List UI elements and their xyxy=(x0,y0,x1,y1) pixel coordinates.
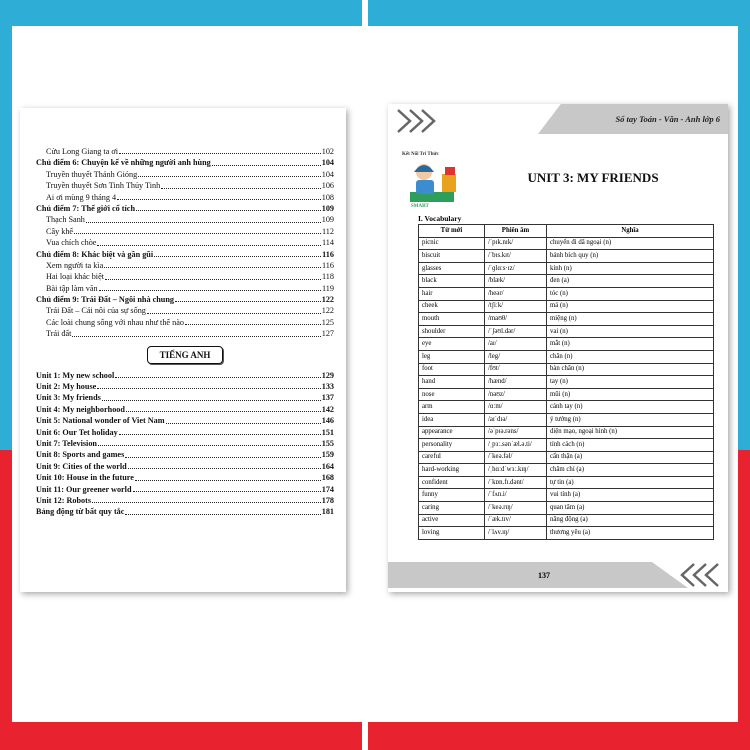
meaning-cell: cẩn thận (a) xyxy=(547,451,714,464)
toc-leader-dots xyxy=(125,457,320,458)
table-row xyxy=(419,237,714,250)
toc-entry-page: 116 xyxy=(322,249,334,259)
toc-leader-dots xyxy=(138,176,321,177)
word-cell: black xyxy=(419,275,485,288)
meaning-cell: đen (a) xyxy=(547,275,714,288)
toc-entry-title: Các loài chung sống với nhau như thế nào xyxy=(46,317,184,327)
toc-entry-title: Cửu Long Giang ta ơi xyxy=(46,146,118,156)
toc-entry xyxy=(36,438,334,449)
toc-list xyxy=(36,146,334,518)
right-page-vocabulary xyxy=(388,104,728,592)
toc-entry-page: 104 xyxy=(321,158,334,168)
toc-entry xyxy=(36,192,334,203)
toc-entry-title: Thạch Sanh xyxy=(46,215,85,225)
table-row xyxy=(419,325,714,338)
toc-entry xyxy=(36,249,334,260)
toc-leader-dots xyxy=(126,411,321,412)
word-cell: funny xyxy=(419,489,485,502)
toc-entry-page: 137 xyxy=(321,393,334,403)
toc-entry xyxy=(36,294,334,305)
toc-leader-dots xyxy=(105,279,321,280)
toc-leader-dots xyxy=(125,514,320,515)
svg-text:SMART: SMART xyxy=(411,204,429,208)
toc-entry xyxy=(36,415,334,426)
toc-entry-page: 164 xyxy=(321,461,334,471)
toc-entry-title: Ai ơi mùng 9 tháng 4 xyxy=(46,192,117,202)
toc-entry-title: Bảng động từ bất quy tắc xyxy=(36,507,125,517)
toc-entry-page: 118 xyxy=(322,272,334,282)
word-cell: arm xyxy=(419,401,485,414)
phonetic-cell: /heər/ xyxy=(485,287,547,300)
word-cell: picnic xyxy=(419,237,485,250)
meaning-cell: mũi (n) xyxy=(547,388,714,401)
word-cell: cheek xyxy=(419,300,485,313)
toc-entry-title: Unit 6: Our Tet holiday xyxy=(36,427,118,437)
toc-entry-title: Chủ điểm 9: Trái Đất – Ngôi nhà chung xyxy=(36,295,174,305)
word-cell: mouth xyxy=(419,313,485,326)
meaning-cell: chuyến đi dã ngoại (n) xyxy=(547,237,714,250)
toc-entry-page: 116 xyxy=(322,260,334,270)
toc-entry xyxy=(36,260,334,271)
toc-entry-page: 106 xyxy=(321,181,334,191)
phonetic-cell: /ɑːm/ xyxy=(485,401,547,414)
table-row xyxy=(419,514,714,527)
table-row xyxy=(419,300,714,313)
toc-leader-dots xyxy=(99,290,321,291)
toc-entry xyxy=(36,146,334,157)
toc-entry-title: Unit 10: House in the future xyxy=(36,473,134,483)
word-cell: hand xyxy=(419,376,485,389)
toc-entry xyxy=(36,449,334,460)
meaning-cell: chăm chỉ (a) xyxy=(547,464,714,477)
meaning-cell: vai (n) xyxy=(547,325,714,338)
meaning-cell: quan tâm (a) xyxy=(547,502,714,515)
phonetic-cell: /hænd/ xyxy=(485,376,547,389)
word-cell: active xyxy=(419,514,485,527)
word-cell: glasses xyxy=(419,262,485,275)
toc-entry xyxy=(36,305,334,316)
chevrons-right-icon xyxy=(396,108,444,134)
toc-leader-dots xyxy=(86,222,321,223)
meaning-cell: thương yêu (a) xyxy=(547,527,714,540)
meaning-cell: tính cách (n) xyxy=(547,439,714,452)
toc-entry xyxy=(36,328,334,339)
left-page-toc xyxy=(20,108,346,592)
toc-entry xyxy=(36,203,334,214)
table-row xyxy=(419,388,714,401)
word-cell: hard-working xyxy=(419,464,485,477)
phonetic-cell: /ˈkeə.rɪŋ/ xyxy=(485,502,547,515)
toc-leader-dots xyxy=(119,434,321,435)
toc-leader-dots xyxy=(119,153,321,154)
meaning-cell: ý tưởng (n) xyxy=(547,413,714,426)
unit-title: UNIT 3: MY FRIENDS xyxy=(527,170,659,185)
phonetic-cell: /aɪ/ xyxy=(485,338,547,351)
phonetic-cell: /ˈʃəʊl.dər/ xyxy=(485,325,547,338)
word-cell: nose xyxy=(419,388,485,401)
publisher-logo xyxy=(402,152,462,208)
word-cell: personality xyxy=(419,439,485,452)
toc-entry xyxy=(36,283,334,294)
table-row xyxy=(419,464,714,477)
word-cell: idea xyxy=(419,413,485,426)
toc-entry-title: Unit 7: Television xyxy=(36,438,97,448)
toc-entry-page: 129 xyxy=(321,370,334,380)
toc-entry-title: Truyền thuyết Sơn Tinh Thủy Tinh xyxy=(46,181,161,191)
toc-leader-dots xyxy=(136,210,321,211)
toc-entry xyxy=(36,169,334,180)
toc-entry-page: 109 xyxy=(321,215,334,225)
table-row xyxy=(419,502,714,515)
toc-entry-title: Unit 8: Sports and games xyxy=(36,450,125,460)
toc-entry xyxy=(36,461,334,472)
book-series-title: Sổ tay Toán - Văn - Anh lớp 6 xyxy=(615,114,720,124)
toc-leader-dots xyxy=(97,245,321,246)
meaning-cell: miệng (n) xyxy=(547,313,714,326)
toc-entry-page: 159 xyxy=(321,450,334,460)
table-row xyxy=(419,527,714,540)
toc-entry-title: Unit 11: Our greener world xyxy=(36,484,132,494)
toc-entry-title: Hai loại khác biệt xyxy=(46,272,104,282)
column-header: Nghĩa xyxy=(547,225,714,238)
word-cell: careful xyxy=(419,451,485,464)
toc-entry-page: 155 xyxy=(321,438,334,448)
toc-leader-dots xyxy=(166,423,321,424)
toc-entry xyxy=(36,392,334,403)
toc-entry xyxy=(36,317,334,328)
phonetic-cell: /leg/ xyxy=(485,350,547,363)
phonetic-cell: /əˈpɪə.rəns/ xyxy=(485,426,547,439)
toc-leader-dots xyxy=(92,502,321,503)
toc-leader-dots xyxy=(185,324,321,325)
toc-leader-dots xyxy=(147,313,321,314)
toc-entry-page: 109 xyxy=(321,203,334,213)
toc-entry xyxy=(36,495,334,506)
table-row xyxy=(419,401,714,414)
meaning-cell: tự tin (a) xyxy=(547,476,714,489)
table-row xyxy=(419,439,714,452)
toc-entry-title: Unit 12: Robots xyxy=(36,495,92,505)
table-row xyxy=(419,313,714,326)
vocabulary-table xyxy=(418,224,714,540)
table-row xyxy=(419,451,714,464)
phonetic-cell: /aɪˈdɪə/ xyxy=(485,413,547,426)
toc-entry-title: Cây khế xyxy=(46,226,74,236)
table-row xyxy=(419,476,714,489)
toc-entry-title: Chủ điểm 8: Khác biệt và gần gũi xyxy=(36,249,154,259)
student-reading-icon xyxy=(402,152,462,208)
toc-entry xyxy=(36,226,334,237)
chevrons-left-icon xyxy=(672,562,720,588)
meaning-cell: bánh bích quy (n) xyxy=(547,250,714,263)
word-cell: biscuit xyxy=(419,250,485,263)
phonetic-cell: /ˈkɒn.fɪ.dənt/ xyxy=(485,476,547,489)
toc-entry-page: 133 xyxy=(321,382,334,392)
phonetic-cell: /ˈkeə.fəl/ xyxy=(485,451,547,464)
phonetic-cell: /ˈæk.tɪv/ xyxy=(485,514,547,527)
toc-leader-dots xyxy=(128,468,321,469)
table-row xyxy=(419,489,714,502)
toc-entry-page: 112 xyxy=(322,226,334,236)
phonetic-cell: /tʃiːk/ xyxy=(485,300,547,313)
toc-leader-dots xyxy=(72,336,320,337)
meaning-cell: tóc (n) xyxy=(547,287,714,300)
toc-entry xyxy=(36,180,334,191)
toc-entry-page: 122 xyxy=(321,295,334,305)
toc-entry-title: Bài tập làm văn xyxy=(46,283,98,293)
meaning-cell: tay (n) xyxy=(547,376,714,389)
toc-entry xyxy=(36,237,334,248)
toc-entry-page: 104 xyxy=(321,169,334,179)
toc-entry-title: Truyền thuyết Thánh Gióng xyxy=(46,169,138,179)
toc-entry-page: 125 xyxy=(321,317,334,327)
toc-entry xyxy=(36,381,334,392)
toc-entry xyxy=(36,472,334,483)
table-row xyxy=(419,275,714,288)
word-cell: loving xyxy=(419,527,485,540)
meaning-cell: cánh tay (n) xyxy=(547,401,714,414)
meaning-cell: chân (n) xyxy=(547,350,714,363)
phonetic-cell: /ˈpɪk.nɪk/ xyxy=(485,237,547,250)
word-cell: shoulder xyxy=(419,325,485,338)
toc-entry-title: Unit 5: National wonder of Viet Nam xyxy=(36,416,165,426)
toc-entry-title: Chủ điểm 7: Thế giới cổ tích xyxy=(36,203,135,213)
toc-leader-dots xyxy=(133,491,321,492)
toc-entry-page: 127 xyxy=(321,329,334,339)
toc-entry xyxy=(36,157,334,168)
table-row xyxy=(419,250,714,263)
phonetic-cell: /ˈbɪs.kɪt/ xyxy=(485,250,547,263)
header-band xyxy=(388,104,728,140)
table-row xyxy=(419,426,714,439)
logo-label: Kết Nối Tri Thức xyxy=(402,152,439,157)
toc-leader-dots xyxy=(135,480,321,481)
word-cell: appearance xyxy=(419,426,485,439)
table-row xyxy=(419,363,714,376)
vocabulary-header-row xyxy=(419,225,714,238)
meaning-cell: má (n) xyxy=(547,300,714,313)
phonetic-cell: /ˈɡlɑːs·ɪz/ xyxy=(485,262,547,275)
page-number: 137 xyxy=(538,571,550,580)
phonetic-cell: /fʊt/ xyxy=(485,363,547,376)
toc-leader-dots xyxy=(104,267,321,268)
phonetic-cell: /ˈfʌn.i/ xyxy=(485,489,547,502)
phonetic-cell: /ˈlʌv.ɪŋ/ xyxy=(485,527,547,540)
toc-leader-dots xyxy=(175,301,321,302)
toc-entry-title: Unit 2: My house xyxy=(36,382,97,392)
toc-entry xyxy=(36,370,334,381)
toc-entry-page: 142 xyxy=(321,404,334,414)
toc-leader-dots xyxy=(102,400,321,401)
toc-entry-title: Trái Đất – Cái nôi của sự sống xyxy=(46,306,146,316)
phonetic-cell: /blæk/ xyxy=(485,275,547,288)
toc-entry-title: Vua chích chòe xyxy=(46,238,97,248)
toc-entry-page: 178 xyxy=(321,495,334,505)
meaning-cell: mắt (n) xyxy=(547,338,714,351)
toc-entry-page: 108 xyxy=(321,192,334,202)
word-cell: foot xyxy=(419,363,485,376)
toc-entry-title: Trái đất xyxy=(46,329,72,339)
toc-entry-page: 122 xyxy=(321,306,334,316)
phonetic-cell: /nəʊz/ xyxy=(485,388,547,401)
toc-entry-title: Xem người ta kìa xyxy=(46,260,104,270)
meaning-cell: bàn chân (n) xyxy=(547,363,714,376)
word-cell: confident xyxy=(419,476,485,489)
toc-entry xyxy=(36,404,334,415)
toc-entry-page: 114 xyxy=(322,238,334,248)
toc-leader-dots xyxy=(97,388,320,389)
toc-leader-dots xyxy=(154,256,321,257)
toc-entry-title: Unit 3: My friends xyxy=(36,393,101,403)
footer-band xyxy=(388,540,728,592)
toc-entry-page: 174 xyxy=(321,484,334,494)
toc-entry xyxy=(36,484,334,495)
toc-entry-title: Unit 1: My new school xyxy=(36,370,115,380)
toc-leader-dots xyxy=(212,165,321,166)
toc-entry xyxy=(36,427,334,438)
phonetic-cell: /ˌhɑːdˈwɜː.kɪŋ/ xyxy=(485,464,547,477)
toc-entry xyxy=(36,271,334,282)
toc-leader-dots xyxy=(117,199,321,200)
table-row xyxy=(419,262,714,275)
table-row xyxy=(419,350,714,363)
word-cell: eye xyxy=(419,338,485,351)
toc-entry-page: 151 xyxy=(321,427,334,437)
meaning-cell: diện mạo, ngoại hình (n) xyxy=(547,426,714,439)
table-row xyxy=(419,413,714,426)
toc-entry-page: 102 xyxy=(321,146,334,156)
toc-entry-page: 181 xyxy=(321,507,334,517)
toc-entry xyxy=(36,506,334,517)
column-header: Từ mới xyxy=(419,225,485,238)
toc-entry-page: 119 xyxy=(322,283,334,293)
toc-entry-title: Unit 4: My neighborhood xyxy=(36,404,125,414)
toc-leader-dots xyxy=(115,377,320,378)
phonetic-cell: /maʊθ/ xyxy=(485,313,547,326)
meaning-cell: vui tính (a) xyxy=(547,489,714,502)
vocab-section-label: I. Vocabulary xyxy=(418,214,462,223)
meaning-cell: năng động (a) xyxy=(547,514,714,527)
toc-entry xyxy=(36,214,334,225)
word-cell: caring xyxy=(419,502,485,515)
toc-leader-dots xyxy=(98,445,321,446)
phonetic-cell: /ˌpɜː.sənˈæl.ə.ti/ xyxy=(485,439,547,452)
meaning-cell: kính (n) xyxy=(547,262,714,275)
toc-leader-dots xyxy=(74,233,321,234)
word-cell: hair xyxy=(419,287,485,300)
column-header: Phiên âm xyxy=(485,225,547,238)
table-row xyxy=(419,338,714,351)
toc-entry-title: Chủ điểm 6: Chuyện kể về những người anh hùng xyxy=(36,158,211,168)
word-cell: leg xyxy=(419,350,485,363)
toc-entry-title: Unit 9: Cities of the world xyxy=(36,461,127,471)
toc-entry-page: 168 xyxy=(321,473,334,483)
toc-entry-page: 146 xyxy=(321,416,334,426)
table-row xyxy=(419,376,714,389)
section-heading-english: TIẾNG ANH xyxy=(147,346,223,364)
toc-leader-dots xyxy=(161,188,320,189)
table-row xyxy=(419,287,714,300)
